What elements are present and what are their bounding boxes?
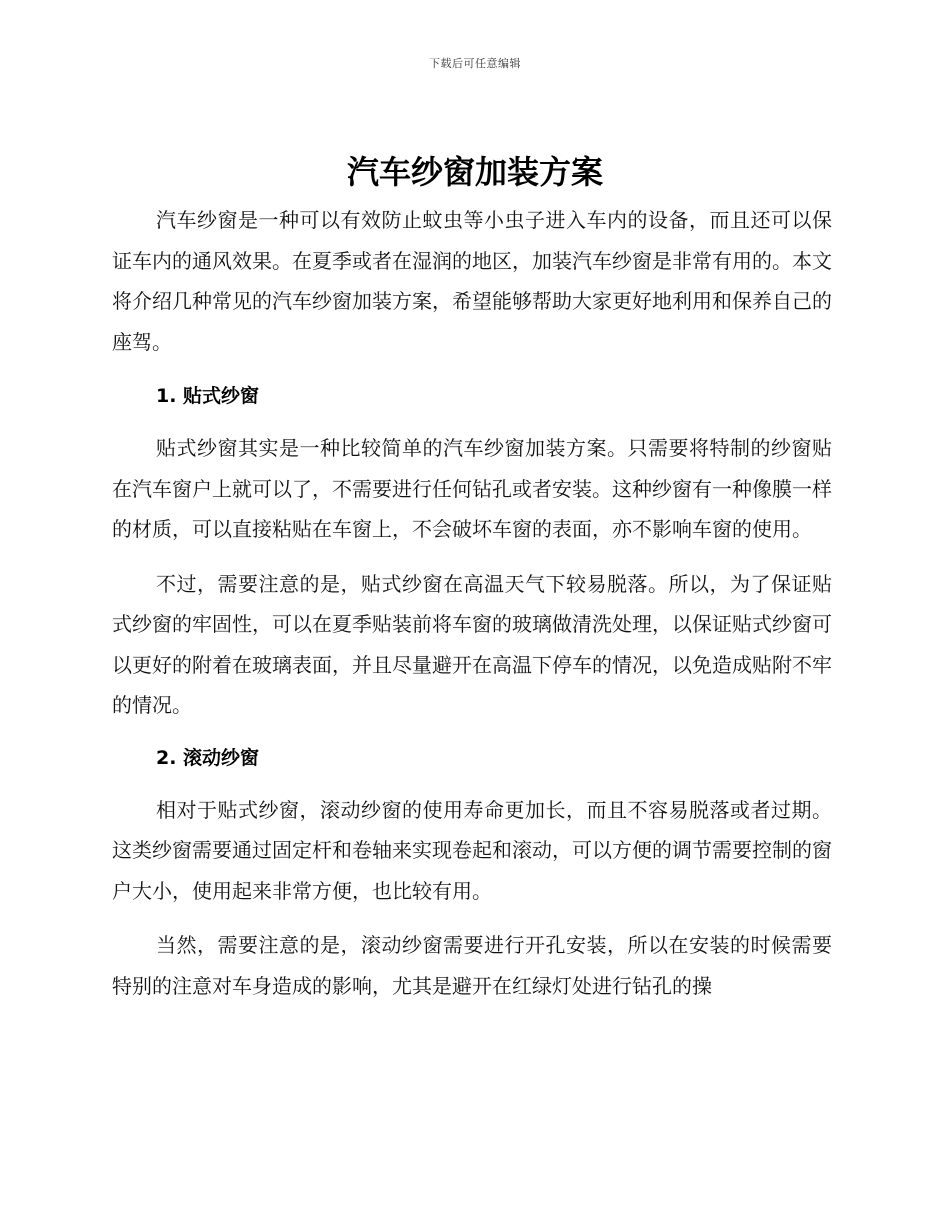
section-2-paragraph-2: 当然，需要注意的是，滚动纱窗需要进行开孔安装，所以在安装的时候需要特别的注意对车身造成的影响，尤其是避开在红绿灯处进行钻孔的操 xyxy=(112,933,832,998)
intro-paragraph: 汽车纱窗是一种可以有效防止蚊虫等小虫子进入车内的设备，而且还可以保证车内的通风效果。在夏季或者在湿润的地区，加装汽车纱窗是非常有用的。本文将介绍几种常见的汽车纱窗加装方案，希望能够帮助大家更好地利用和保养自己的座驾。 xyxy=(112,208,832,354)
document-body xyxy=(112,200,832,1006)
section-1-paragraph-2: 不过，需要注意的是，贴式纱窗在高温天气下较易脱落。所以，为了保证贴式纱窗的牢固性，可以在夏季贴装前将车窗的玻璃做清洗处理，以保证贴式纱窗可以更好的附着在玻璃表面，并且尽量避开在高温下停车的情况，以免造成贴附不牢的情况。 xyxy=(112,571,832,717)
page-header-note: 下载后可任意编辑 xyxy=(429,57,521,70)
document-title: 汽车纱窗加装方案 xyxy=(346,153,603,191)
section-2-paragraph-1: 相对于贴式纱窗，滚动纱窗的使用寿命更加长，而且不容易脱落或者过期。这类纱窗需要通过固定杆和卷轴来实现卷起和滚动，可以方便的调节需要控制的窗户大小，使用起来非常方便，也比较有用。 xyxy=(112,797,832,903)
section-1-paragraph-1: 贴式纱窗其实是一种比较简单的汽车纱窗加装方案。只需要将特制的纱窗贴在汽车窗户上就可以了，不需要进行任何钻孔或者安装。这种纱窗有一种像膜一样的材质，可以直接粘贴在车窗上，不会破坏车窗的表面，亦不影响车窗的使用。 xyxy=(112,436,832,541)
section-heading-sticker-screen: 1. 贴式纱窗 xyxy=(156,385,260,407)
section-heading-roller-screen: 2. 滚动纱窗 xyxy=(156,746,260,769)
